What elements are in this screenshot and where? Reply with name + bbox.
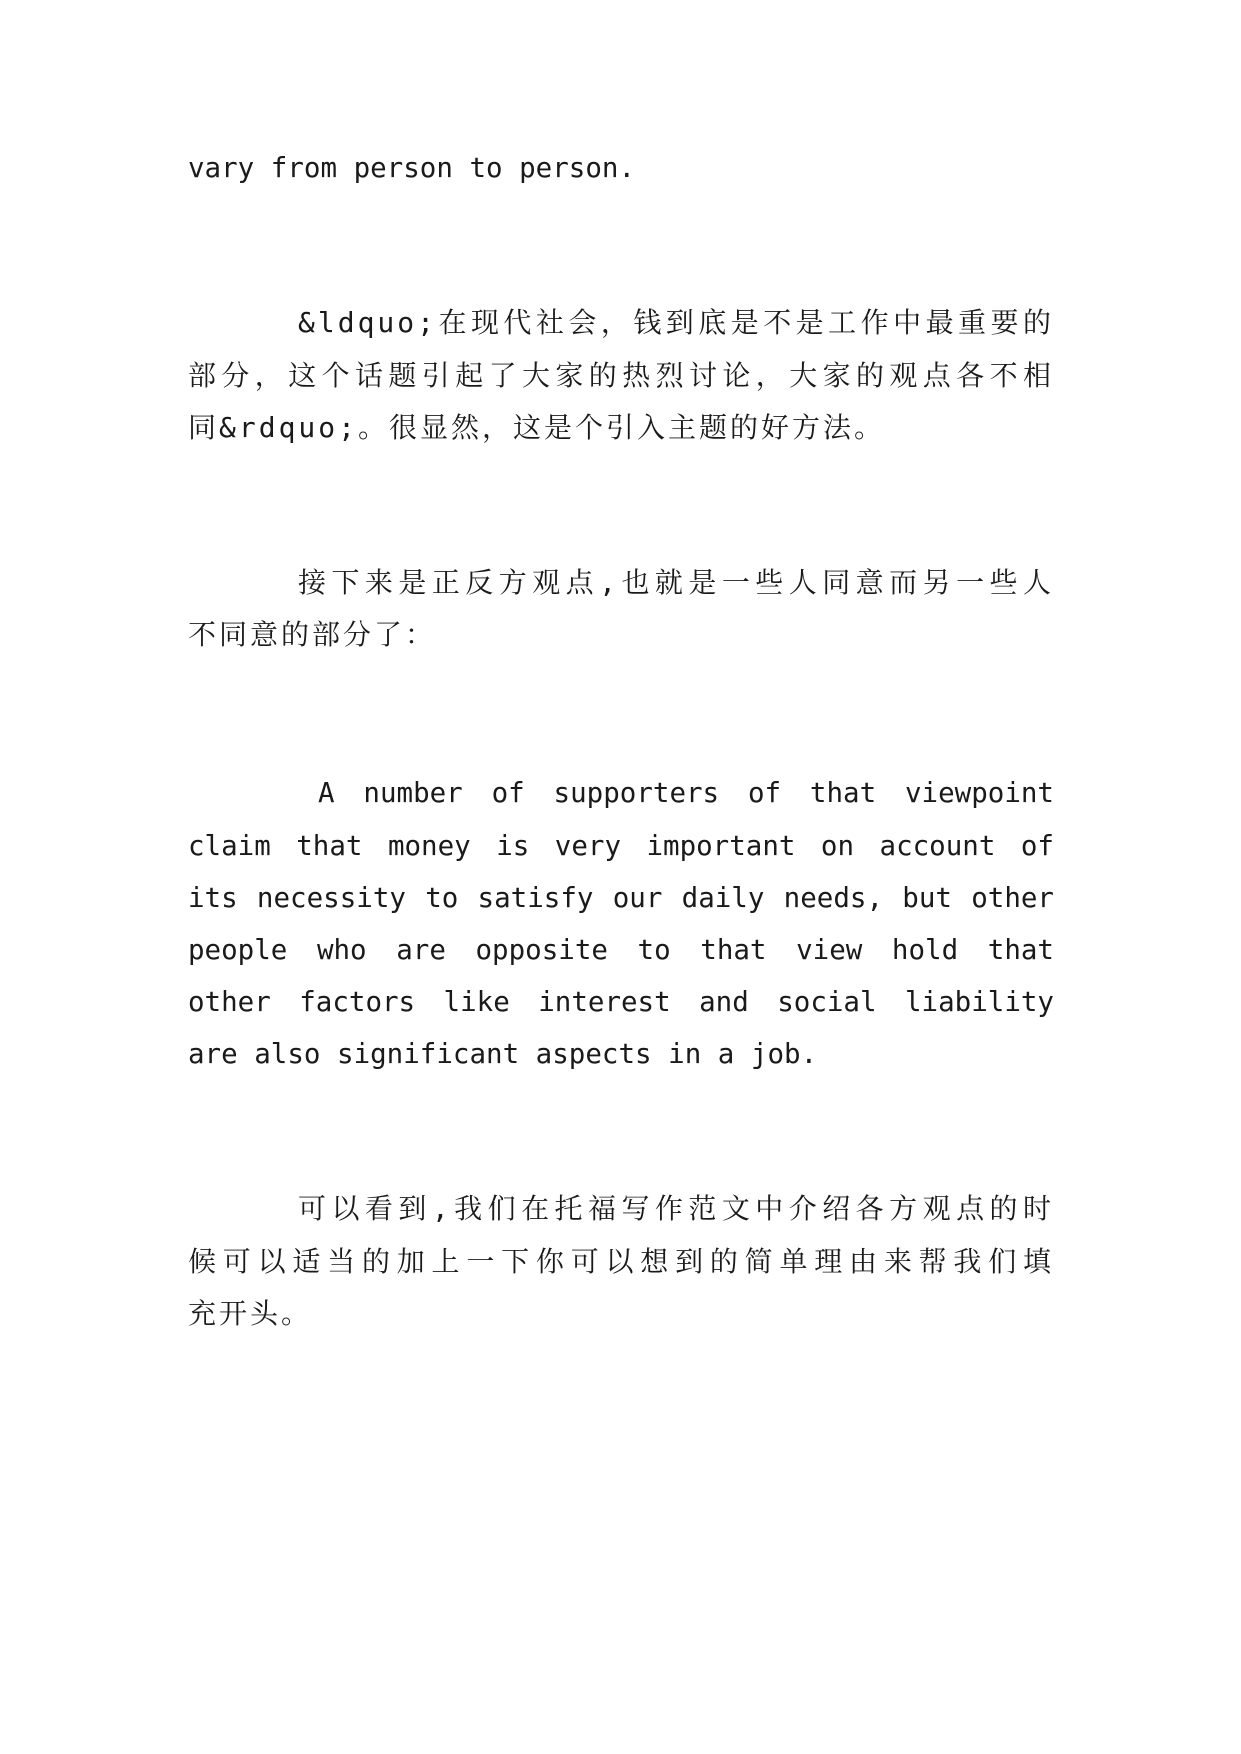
paragraph-4-line-5: other factors like interest and social liability bbox=[188, 986, 1054, 1018]
paragraph-2-line-1: &ldquo;在现代社会，钱到底是不是工作中最重要的 bbox=[298, 306, 1054, 339]
paragraph-1-line-1: vary from person to person. bbox=[188, 152, 636, 184]
paragraph-4-line-6: are also significant aspects in a job. bbox=[188, 1038, 818, 1070]
paragraph-2-line-3: 同&rdquo;。很显然，这是个引入主题的好方法。 bbox=[188, 411, 886, 444]
paragraph-2-line-2: 部分，这个话题引起了大家的热烈讨论，大家的观点各不相 bbox=[188, 359, 1054, 392]
paragraph-4-line-3: its necessity to satisfy our daily needs, but other bbox=[188, 882, 1054, 914]
paragraph-3-line-1: 接下来是正反方观点,也就是一些人同意而另一些人 bbox=[298, 566, 1054, 599]
paragraph-5-line-1: 可以看到,我们在托福写作范文中介绍各方观点的时 bbox=[298, 1192, 1054, 1225]
paragraph-4-line-2: claim that money is very important on account of bbox=[188, 830, 1054, 862]
paragraph-4-line-1: A number of supporters of that viewpoint bbox=[318, 777, 1054, 809]
paragraph-5-line-3: 充开头。 bbox=[188, 1297, 313, 1330]
paragraph-4-line-4: people who are opposite to that view hold that bbox=[188, 934, 1054, 966]
paragraph-5-line-2: 候可以适当的加上一下你可以想到的简单理由来帮我们填 bbox=[188, 1245, 1054, 1278]
paragraph-3-line-2: 不同意的部分了： bbox=[188, 618, 437, 651]
